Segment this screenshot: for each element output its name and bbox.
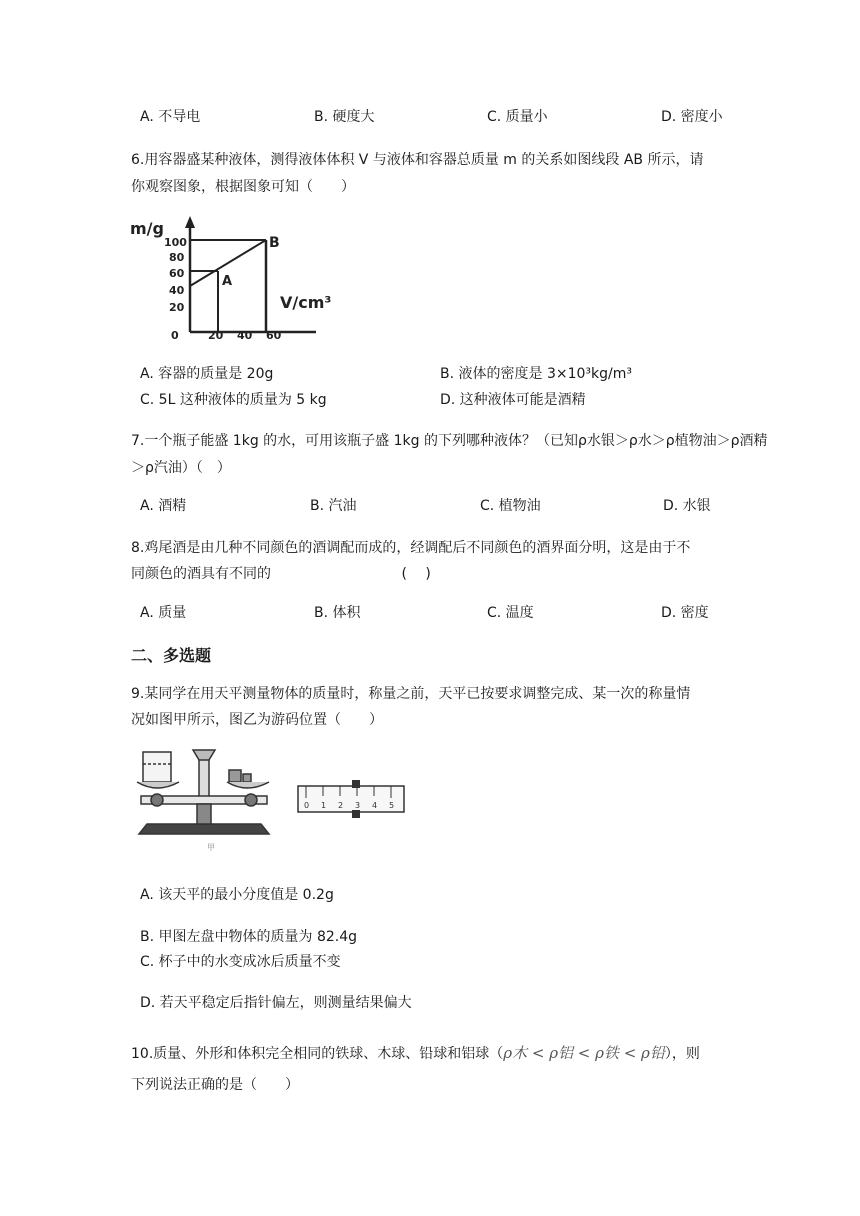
- y-tick: 80: [169, 251, 185, 264]
- ruler-tick: 2: [338, 801, 344, 810]
- y-tick: 60: [169, 267, 185, 280]
- q8-stem-line1: 8.鸡尾酒是由几种不同颜色的酒调配而成的，经调配后不同颜色的酒界面分明，这是由于不: [131, 540, 691, 556]
- q9-option-b: B. 甲图左盘中物体的质量为 82.4g: [140, 929, 358, 945]
- q8-option-b: B. 体积: [314, 605, 361, 621]
- q6-option-b: B. 液体的密度是 3×10³kg/m³: [440, 366, 632, 382]
- y-tick: 40: [169, 284, 185, 297]
- q6-stem-line2: 你观察图象，根据图象可知（ ）: [131, 179, 355, 195]
- q9-balance-figure: [133, 746, 273, 852]
- q5-option-c: C. 质量小: [487, 109, 548, 125]
- q7-option-c: C. 植物油: [480, 498, 541, 514]
- x-tick: 40: [237, 329, 253, 342]
- point-a-label: A: [222, 274, 233, 289]
- q8-option-c: C. 温度: [487, 605, 534, 621]
- q8-stem-line2: 同颜色的酒具有不同的 ( ): [131, 566, 431, 582]
- q9-stem-line2: 况如图甲所示，图乙为游码位置（ ）: [131, 712, 383, 728]
- q9-rider-ruler-figure: [296, 776, 408, 822]
- q10-suffix: ），则: [664, 1046, 700, 1062]
- graph-x-axis-label: V/cm³: [280, 293, 332, 312]
- ruler-tick: 5: [389, 801, 395, 810]
- q6-option-d: D. 这种液体可能是酒精: [440, 392, 586, 408]
- ruler-tick: 3: [355, 801, 361, 810]
- q5-option-a: A. 不导电: [140, 109, 201, 125]
- x-tick: 20: [208, 329, 224, 342]
- x-tick: 60: [266, 329, 282, 342]
- q10-prefix: 10.质量、外形和体积完全相同的铁球、木球、铅球和铝球（: [131, 1046, 504, 1062]
- q8-option-a: A. 质量: [140, 605, 187, 621]
- q7-option-d: D. 水银: [663, 498, 711, 514]
- q7-stem-line1: 7.一个瓶子能盛 1kg 的水，可用该瓶子盛 1kg 的下列哪种液体？（已知ρ水银＞ρ水＞ρ植物油＞ρ酒精: [131, 433, 768, 449]
- q7-stem-line2: ＞ρ汽油）（ ）: [131, 460, 231, 476]
- q6-option-c: C. 5L 这种液体的质量为 5 kg: [140, 392, 327, 408]
- y-tick: 100: [164, 236, 187, 249]
- point-b-label: B: [269, 235, 280, 251]
- y-tick: 20: [169, 301, 185, 314]
- q10-stem-line1: [131, 1043, 700, 1064]
- q9-option-c: C. 杯子中的水变成冰后质量不变: [140, 954, 341, 970]
- q9-option-a: A. 该天平的最小分度值是 0.2g: [140, 887, 334, 903]
- svg-text:甲: 甲: [207, 843, 215, 852]
- graph-y-axis-label: m/g: [130, 219, 164, 238]
- q6-mass-volume-graph: [128, 212, 368, 344]
- q10-density-formula: ρ木 < ρ铝 < ρ铁 < ρ铅: [503, 1044, 665, 1062]
- q5-option-d: D. 密度小: [661, 109, 723, 125]
- q7-option-b: B. 汽油: [310, 498, 357, 514]
- q10-stem-line2: 下列说法正确的是（ ）: [131, 1077, 299, 1093]
- ruler-tick: 1: [321, 801, 327, 810]
- q5-option-b: B. 硬度大: [314, 109, 375, 125]
- x-tick: 0: [171, 329, 179, 342]
- section-title: 二、多选题: [131, 646, 212, 665]
- q9-stem-line1: 9.某同学在用天平测量物体的质量时，称量之前，天平已按要求调整完成、某一次的称量情: [131, 686, 691, 702]
- ruler-tick: 0: [304, 801, 310, 810]
- q9-option-d: D. 若天平稳定后指针偏左，则测量结果偏大: [140, 995, 412, 1011]
- q6-option-a: A. 容器的质量是 20g: [140, 366, 274, 382]
- q7-option-a: A. 酒精: [140, 498, 187, 514]
- q8-option-d: D. 密度: [661, 605, 709, 621]
- ruler-tick: 4: [372, 801, 378, 810]
- q6-stem-line1: 6.用容器盛某种液体，测得液体体积 V 与液体和容器总质量 m 的关系如图线段 AB 所示，请: [131, 152, 704, 168]
